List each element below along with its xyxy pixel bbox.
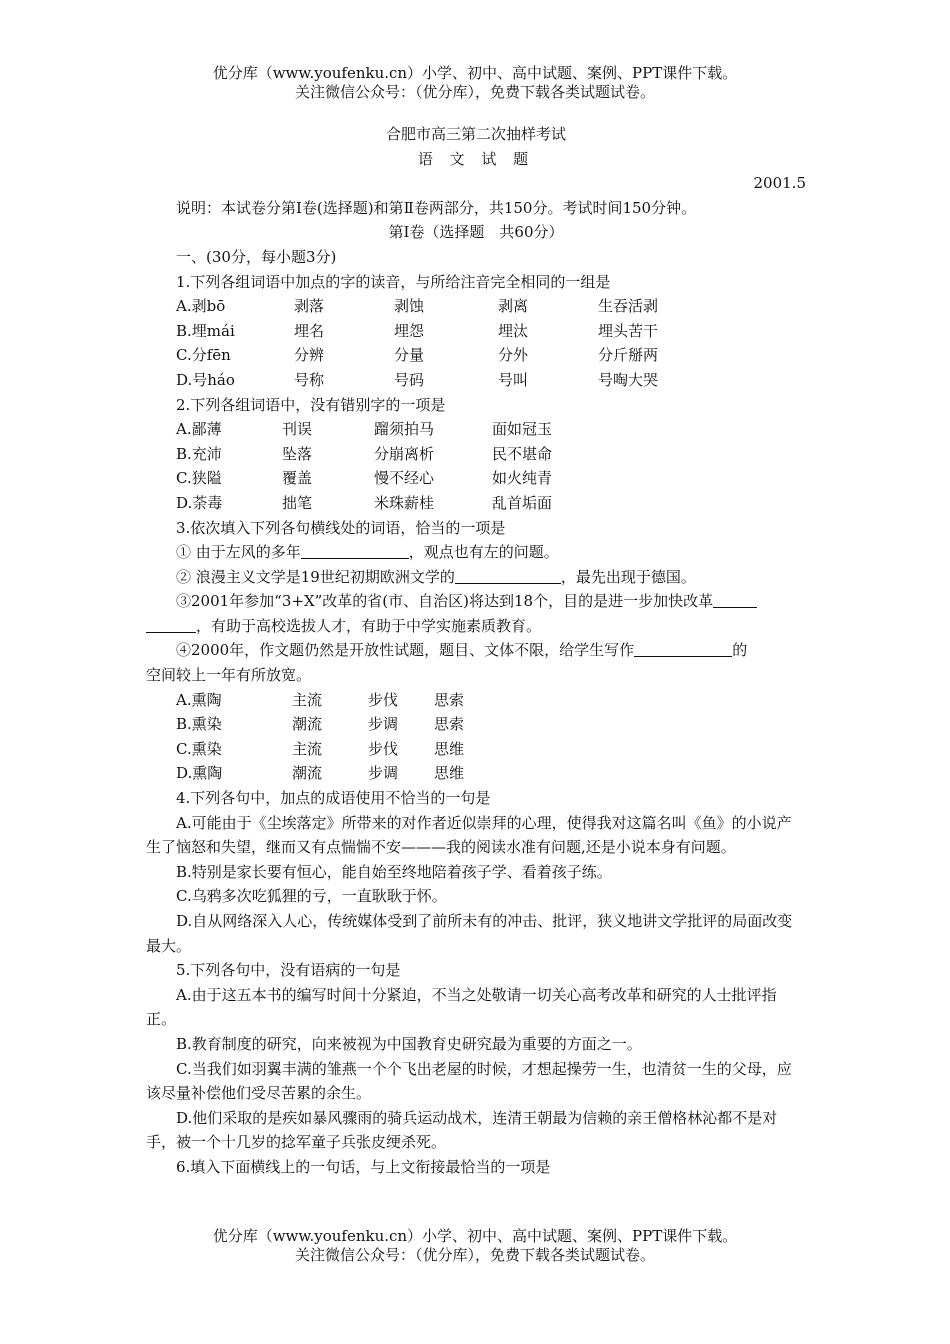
q1-option-d [146,368,806,393]
q5-option-b: B.教育制度的研究，向来被视为中国教育史研究最为重要的方面之一。 [176,1034,642,1053]
q3-sentence-3-cont [146,614,806,639]
q2-option-d [146,491,806,516]
q2-stem: 2.下列各组词语中，没有错别字的一项是 [176,395,446,414]
q3-blank-3b [146,616,196,633]
q3-option-a [146,688,806,713]
q3-b-w3: 步调 [368,715,399,734]
q2-option-a [146,417,806,442]
header-line-2: 关注微信公众号：（优分库），免费下载各类试题试卷。 [294,83,655,101]
q3-s4-part2: 的 [732,641,748,660]
q3-blank-4 [634,640,732,657]
q1-a-w4: 生吞活剥 [598,297,659,316]
q2-b-w1: B.充沛 [176,444,222,463]
q1-b-w3: 埋汰 [498,321,529,340]
q2-b-w3: 分崩离析 [374,444,435,463]
q4-option-a: A.可能由于《尘埃落定》所带来的对作者近似崇拜的心理，使得我对这篇名叫《鱼》的小说产生了恼怒和失望，继而又有点惴惴不安———我的阅读水准有问题,还是小说本身有问题。 [146,813,792,857]
q2-c-w1: C.狭隘 [176,469,222,488]
q3-s1-part2: ，观点也有左的问题。 [408,543,559,562]
q4-stem: 4.下列各句中，加点的成语使用不恰当的一句是 [176,789,491,808]
q3-s4-part1: ④2000年，作文题仍然是开放性试题，题目、文体不限，给学生写作 [176,641,635,660]
q3-s3-part1: ③2001年参加“3+X”改革的省(市、自治区)将达到18个，目的是进一步加快改革 [176,592,714,611]
q3-b-w4: 思索 [434,715,465,734]
q5-option-d: D.他们采取的是疾如暴风骤雨的骑兵运动战术，连清王朝最为信赖的亲王僧格林沁都不是对手，被一个十几岁的捻军童子兵张皮绠杀死。 [146,1108,778,1152]
footer-line-2: 关注微信公众号：（优分库），免费下载各类试题试卷。 [294,1246,655,1264]
q3-c-w3: 步伐 [368,739,399,758]
q2-b-w4: 民不堪命 [492,444,553,463]
q1-option-c [146,343,806,368]
q3-a-w3: 步伐 [368,690,399,709]
page-footer [0,1227,950,1265]
q2-c-w4: 如火纯青 [492,469,553,488]
exam-body [146,122,806,1180]
exam-date: 2001.5 [753,174,806,193]
q4-option-c: C.乌鸦多次吃狐狸的亏，一直耿耿于怀。 [176,887,447,906]
q2-c-w2: 覆盖 [282,469,313,488]
q3-option-b [146,712,806,737]
q2-option-c [146,466,806,491]
q3-blank-1 [301,542,409,559]
q2-a-w4: 面如冠玉 [492,420,553,439]
page-header [0,64,950,102]
q3-option-d [146,761,806,786]
q1-d-w2: 号码 [394,370,425,389]
q1-stem: 1.下列各组词语中加点的字的读音，与所给注音完全相同的一组是 [176,272,611,291]
q2-b-w2: 坠落 [282,444,313,463]
exam-note: 说明：本试卷分第Ⅰ卷(选择题)和第Ⅱ卷两部分，共150分。考试时间150分钟。 [176,198,697,217]
exam-subtitle: 语 文 试 题 [417,149,535,168]
q1-a-label: A.剥bō [176,297,226,316]
q2-d-w1: D.荼毒 [176,493,223,512]
q3-sentence-2 [146,565,806,590]
q1-a-w2: 剥蚀 [394,297,425,316]
q2-d-w4: 乱首垢面 [492,493,553,512]
q3-blank-3a [713,591,757,608]
q3-d-w2: 潮流 [292,764,323,783]
footer-line-1: 优分库（www.youfenku.cn）小学、初中、高中试题、案例、PPT课件下载。 [212,1227,738,1245]
q1-option-a [146,294,806,319]
q3-a-w1: A.熏陶 [176,690,222,709]
q3-blank-2 [455,567,561,584]
q3-c-w1: C.熏染 [176,739,222,758]
q5-stem: 5.下列各句中，没有语病的一句是 [176,961,401,980]
q2-a-w2: 刊误 [282,420,313,439]
q3-c-w2: 主流 [292,739,323,758]
q1-c-w3: 分外 [498,346,529,365]
q3-a-w2: 主流 [292,690,323,709]
q3-sentence-4-cont: 空间较上一年有所放宽。 [146,666,312,685]
header-line-1: 优分库（www.youfenku.cn）小学、初中、高中试题、案例、PPT课件下载。 [212,64,738,82]
q3-stem: 3.依次填入下列各句横线处的词语，恰当的一项是 [176,518,506,537]
q1-c-w4: 分斤掰两 [598,346,659,365]
q3-d-w1: D.熏陶 [176,764,223,783]
exam-title: 合肥市高三第二次抽样考试 [385,125,566,143]
q1-c-w2: 分量 [394,346,425,365]
q2-d-w2: 拙笔 [282,493,313,512]
q1-c-w1: 分辨 [294,346,325,365]
q1-a-w3: 剥离 [498,297,529,316]
q1-d-w3: 号叫 [498,370,529,389]
q3-sentence-3 [146,589,806,614]
q3-s1-part1: ① 由于左风的多年 [176,543,301,562]
q3-a-w4: 思索 [434,690,465,709]
q3-s2-part2: ，最先出现于德国。 [560,567,696,586]
section1-heading: 一、(30分，每小题3分) [176,247,337,266]
q1-d-w1: 号称 [294,370,325,389]
q3-sentence-4 [146,638,806,663]
q2-a-w3: 蹓须拍马 [374,420,435,439]
q6-stem: 6.填入下面横线上的一句话，与上文衔接最恰当的一项是 [176,1157,551,1176]
q1-a-w1: 剥落 [294,297,325,316]
q1-option-b [146,319,806,344]
q1-d-w4: 号啕大哭 [598,370,659,389]
q1-b-w1: 埋名 [294,321,325,340]
q4-option-d: D.自从网络深入人心，传统媒体受到了前所未有的冲击、批评，狭义地讲文学批评的局面改变最大。 [146,912,793,955]
q3-c-w4: 思维 [434,739,465,758]
q1-b-w4: 埋头苦干 [598,321,659,340]
q3-b-w1: B.熏染 [176,715,222,734]
q2-c-w3: 慢不经心 [374,469,435,488]
q3-b-w2: 潮流 [292,715,323,734]
q5-option-c: C.当我们如羽翼丰满的雏燕一个个飞出老屋的时候，才想起操劳一生，也清贫一生的父母，应该尽量补偿他们受尽苦累的余生。 [146,1059,792,1103]
q5-option-a: A.由于这五本书的编写时间十分紧迫，不当之处敬请一切关心高考改革和研究的人士批评指正。 [146,985,777,1029]
q3-sentence-1 [146,540,806,565]
part1-title: 第Ⅰ卷（选择题 共60分） [388,223,564,242]
q2-a-w1: A.鄙薄 [176,420,222,439]
q2-option-b [146,442,806,467]
q3-option-c [146,737,806,762]
q1-b-w2: 埋怨 [394,321,425,340]
q1-d-label: D.号háo [176,370,235,389]
q3-s3-part2: ，有助于高校选拔人才，有助于中学实施素质教育。 [196,616,542,635]
q1-b-label: B.埋mái [176,321,235,340]
q3-s2-part1: ② 浪漫主义文学是19世纪初期欧洲文学的 [176,567,455,586]
q3-d-w3: 步调 [368,764,399,783]
q3-d-w4: 思维 [434,764,465,783]
q1-c-label: C.分fēn [176,346,231,365]
q2-d-w3: 米珠薪桂 [374,493,435,512]
q4-option-b: B.特别是家长要有恒心，能自始至终地陪着孩子学、看着孩子练。 [176,862,612,881]
